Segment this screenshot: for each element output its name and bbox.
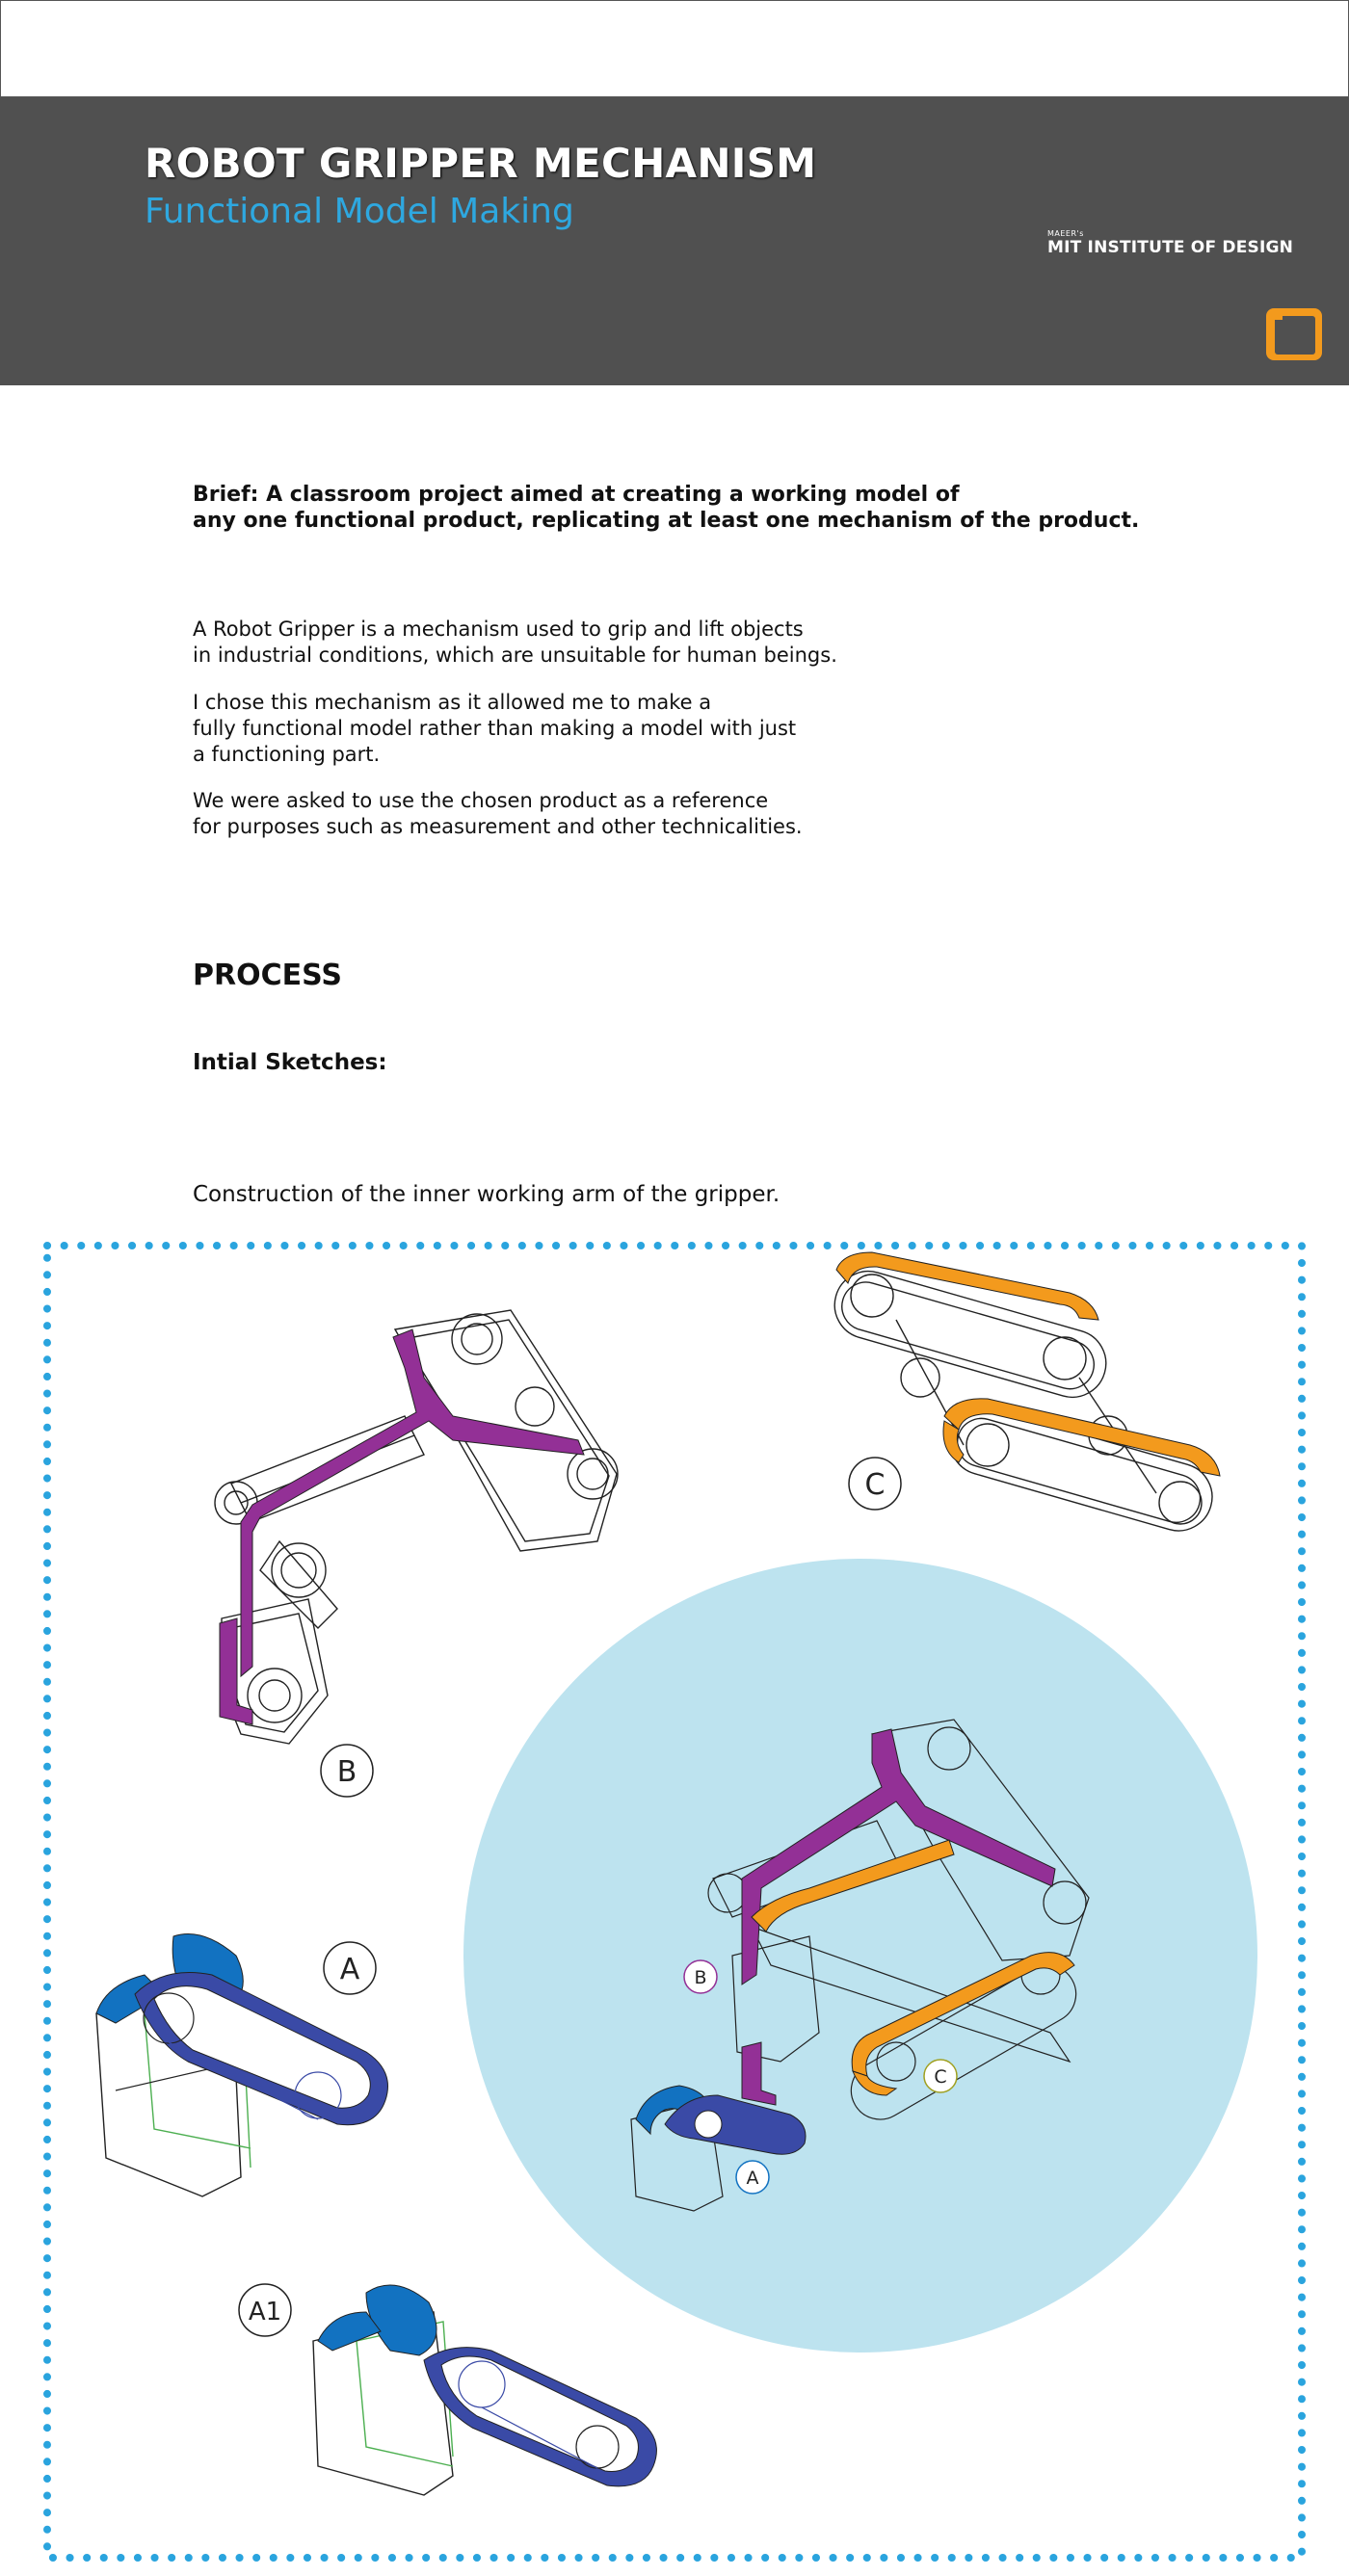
- sketches-heading: Intial Sketches:: [193, 1050, 387, 1075]
- institute-logo-icon: [1263, 305, 1325, 363]
- logo-small-text: MAEER's: [1047, 229, 1084, 238]
- intro-line: for purposes such as measurement and other technicalities.: [193, 815, 803, 838]
- label-a1-text: A1: [248, 2298, 282, 2326]
- intro-line: I chose this mechanism as it allowed me to make a: [193, 691, 712, 714]
- intro-paragraph-1: [193, 617, 1156, 669]
- intro-paragraph-3: [193, 788, 1156, 840]
- institute-logo-text: [1047, 229, 1293, 257]
- assembly-label-c-text: C: [934, 2066, 947, 2088]
- intro-line: A Robot Gripper is a mechanism used to grip and lift objects: [193, 618, 804, 641]
- gripper-sketch-illustration: [0, 1223, 1349, 2576]
- logo-name-text: MIT INSTITUTE OF DESIGN: [1047, 238, 1294, 257]
- part-b-purple-link: [241, 1329, 584, 1676]
- intro-line: fully functional model rather than making a model with just: [193, 717, 797, 740]
- page-subtitle: Functional Model Making: [145, 192, 574, 231]
- page-title: ROBOT GRIPPER MECHANISM: [145, 140, 817, 187]
- brief-line-1: Brief: A classroom project aimed at creating a working model of: [193, 483, 960, 507]
- intro-line: in industrial conditions, which are unsuitable for human beings.: [193, 644, 837, 667]
- assembly-circle: [463, 1559, 1257, 2353]
- construction-caption: Construction of the inner working arm of the gripper.: [193, 1182, 780, 1207]
- part-c-orange-link-2: [944, 1399, 1220, 1476]
- top-blank-bar: [0, 0, 1349, 97]
- part-a1-jaw-drawing: [313, 2285, 656, 2495]
- label-c-text: C: [864, 1468, 886, 1502]
- intro-line: a functioning part.: [193, 743, 381, 766]
- label-b-text: B: [336, 1755, 357, 1789]
- assembly-label-b-text: B: [694, 1967, 707, 1988]
- part-c-orange-end: [943, 1421, 964, 1462]
- process-heading: PROCESS: [193, 959, 342, 992]
- brief-line-2: any one functional product, replicating at least one mechanism of the product.: [193, 509, 1140, 533]
- intro-line: We were asked to use the chosen product as a reference: [193, 789, 769, 812]
- label-a-text: A: [339, 1953, 360, 1986]
- assembly-label-a-text: A: [746, 2168, 759, 2189]
- project-brief: [193, 482, 1253, 534]
- intro-paragraph-2: [193, 690, 1156, 768]
